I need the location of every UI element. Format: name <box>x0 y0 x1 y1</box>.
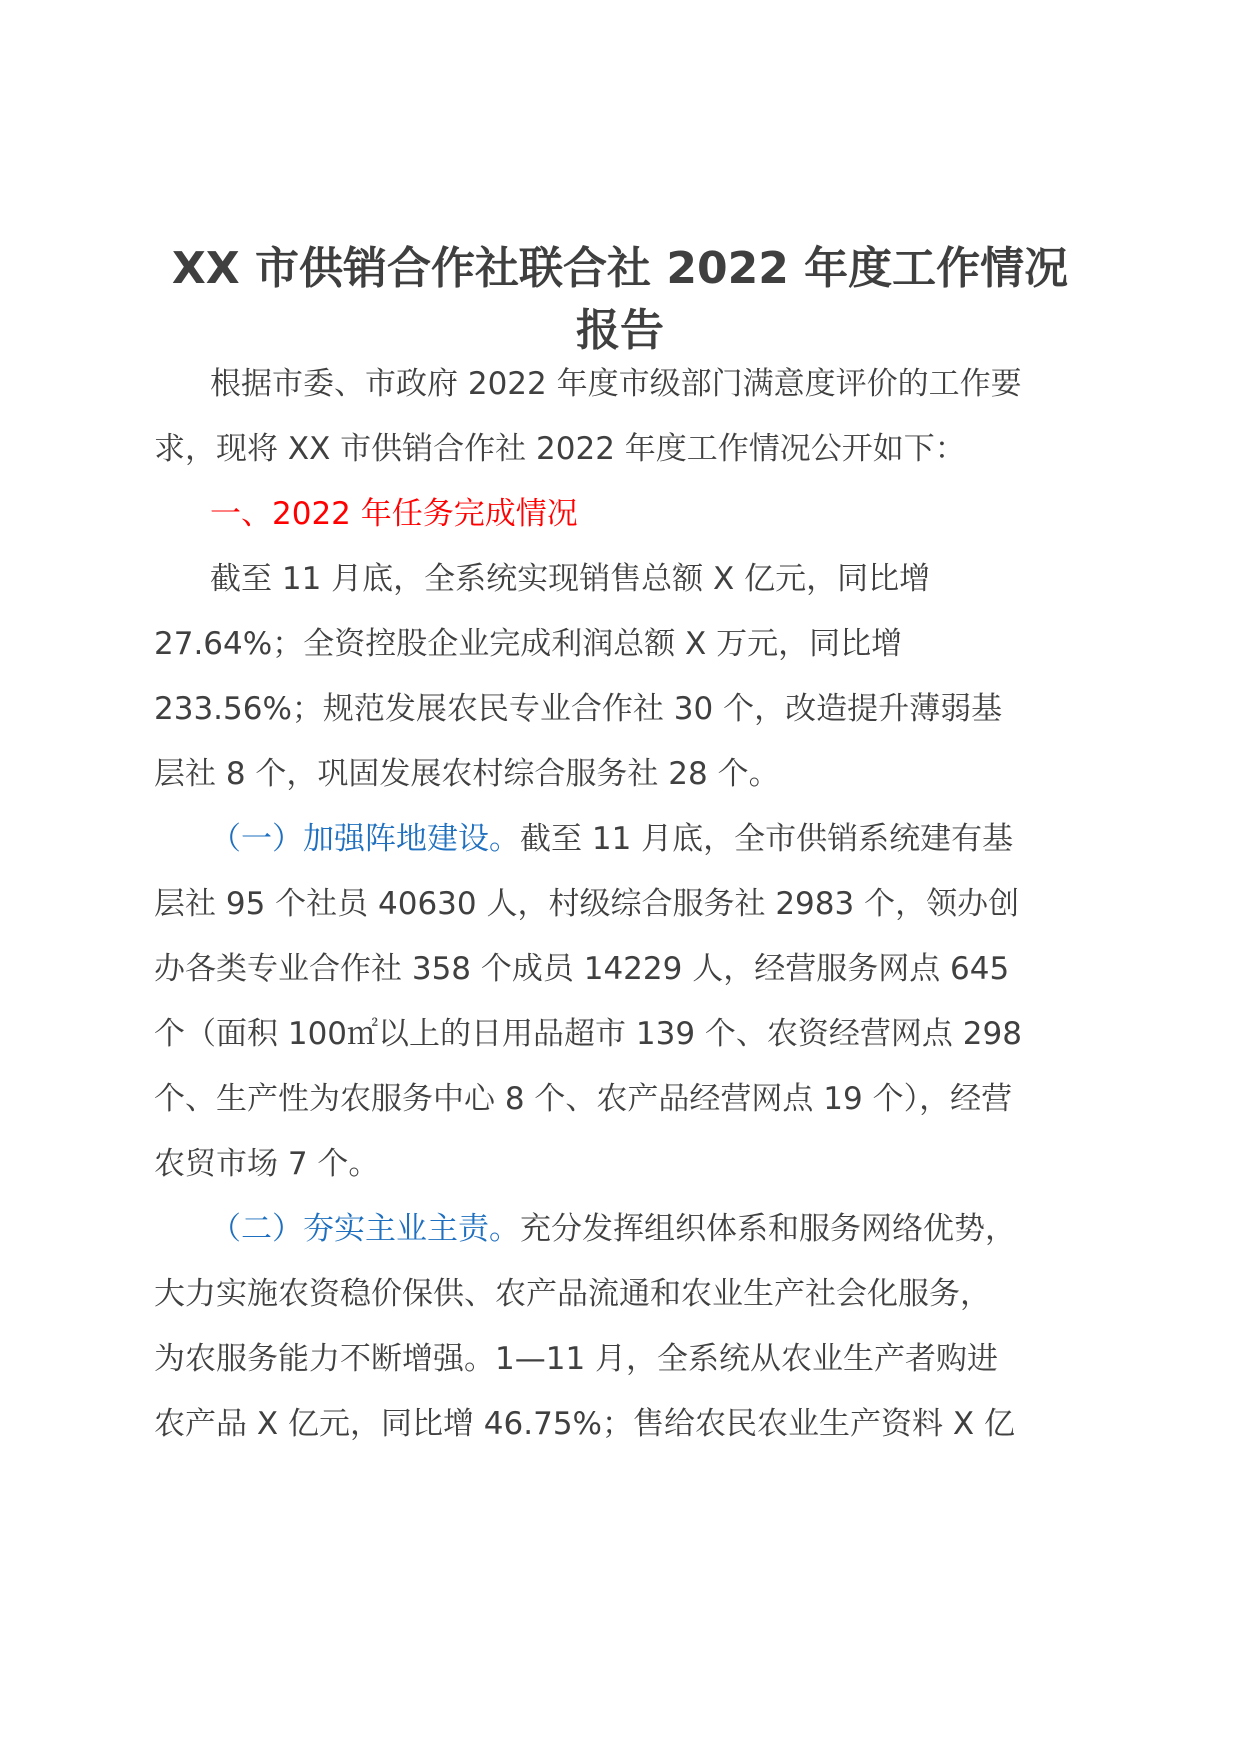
sub1-first-line <box>154 807 1084 872</box>
section-heading-1: 一、2022 年任务完成情况 <box>210 496 578 532</box>
section1-line-1: 截至 11 月底，全系统实现销售总额 X 亿元，同比增 <box>210 561 931 597</box>
sub1-line-4: 个（面积 100㎡以上的日用品超市 139 个、农资经营网点 298 <box>154 1016 1022 1052</box>
subheading-1: （一）加强阵地建设。 <box>210 821 520 857</box>
title-line-2: 报告 <box>576 305 664 356</box>
sub1-line-6: 农贸市场 7 个。 <box>154 1146 380 1182</box>
sub1-line-2: 层社 95 个社员 40630 人，村级综合服务社 2983 个，领办创 <box>154 886 1020 922</box>
section1-line-3: 233.56%；规范发展农民专业合作社 30 个，改造提升薄弱基 <box>154 691 1003 727</box>
sub2-line-3: 为农服务能力不断增强。1—11 月，全系统从农业生产者购进 <box>154 1341 999 1377</box>
sub1-line-3: 办各类专业合作社 358 个成员 14229 人，经营服务网点 645 <box>154 951 1010 987</box>
intro-line-2: 求，现将 XX 市供销合作社 2022 年度工作情况公开如下： <box>154 431 966 467</box>
section1-line-4: 层社 8 个，巩固发展农村综合服务社 28 个。 <box>154 756 780 792</box>
section1-line-2: 27.64%；全资控股企业完成利润总额 X 万元，同比增 <box>154 626 903 662</box>
document-title <box>150 238 1090 362</box>
title-line-1: XX 市供销合作社联合社 2022 年度工作情况 <box>171 243 1069 294</box>
sub2-line-2: 大力实施农资稳价保供、农产品流通和农业生产社会化服务， <box>154 1276 991 1312</box>
intro-line-1: 根据市委、市政府 2022 年度市级部门满意度评价的工作要 <box>210 366 1022 402</box>
sub2-line-4: 农产品 X 亿元，同比增 46.75%；售给农民农业生产资料 X 亿 <box>154 1406 1015 1442</box>
sub1-line-1: 截至 11 月底，全市供销系统建有基 <box>520 821 1014 857</box>
subheading-2: （二）夯实主业主责。 <box>210 1211 520 1247</box>
document-body <box>154 352 1084 1457</box>
sub1-line-5: 个、生产性为农服务中心 8 个、农产品经营网点 19 个），经营 <box>154 1081 1013 1117</box>
sub2-line-1: 充分发挥组织体系和服务网络优势， <box>520 1211 1016 1247</box>
sub2-first-line <box>154 1197 1084 1262</box>
